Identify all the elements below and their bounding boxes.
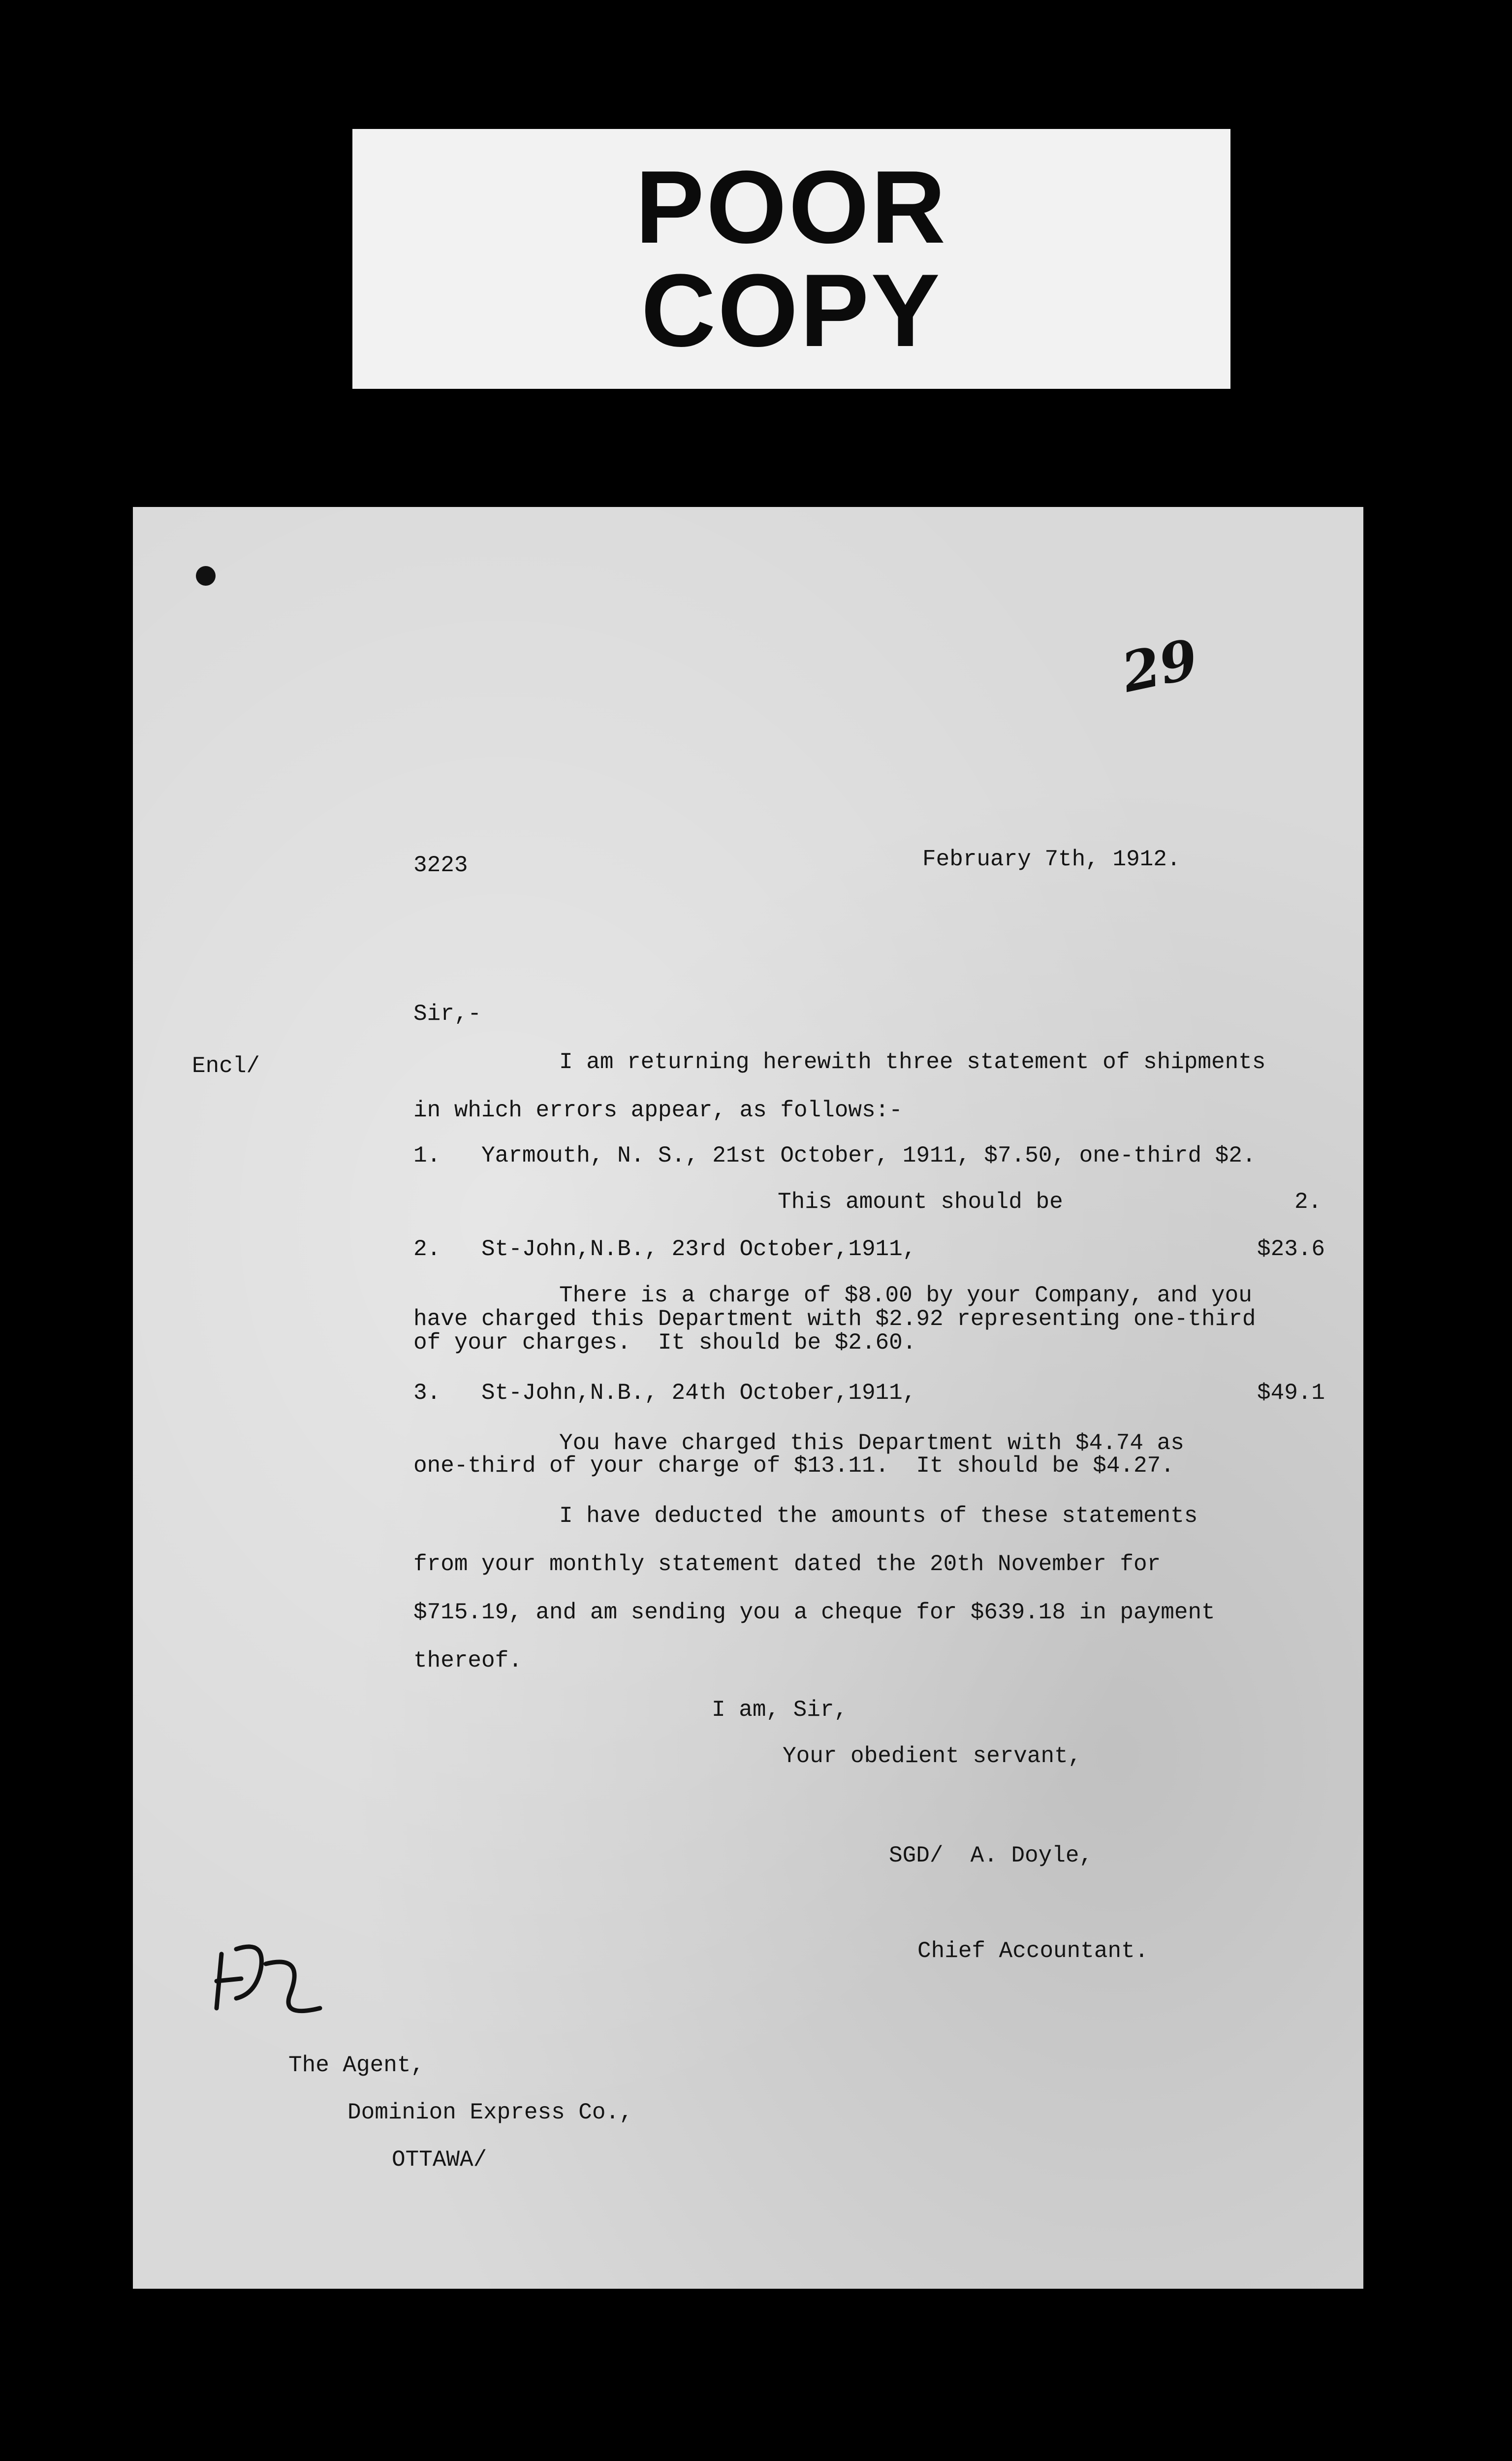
item-2-text-1: There is a charge of $8.00 by your Company, and you (559, 1283, 1252, 1308)
item-3: 3. St-John,N.B., 24th October,1911, (413, 1380, 916, 1406)
body-line-3: $715.19, and am sending you a cheque for $639.18 in payment (413, 1600, 1215, 1625)
poor-copy-label (352, 129, 1230, 389)
body-line-2: from your monthly statement dated the 20th November for (413, 1551, 1161, 1577)
punch-hole (196, 566, 216, 586)
poor-copy-line2: COPY (641, 252, 942, 368)
poor-copy-line1: POOR (635, 149, 948, 265)
enclosure-note: Encl/ (192, 1053, 260, 1079)
handwritten-file-mark: 29 (1116, 627, 1203, 705)
item-2-text-3: of your charges. It should be $2.60. (413, 1330, 916, 1356)
item-2: 2. St-John,N.B., 23rd October,1911, (413, 1236, 916, 1262)
handwritten-initials (207, 1934, 340, 2028)
item-2-amount: $23.6 (1257, 1236, 1325, 1262)
intro-line-1: I am returning herewith three statement of shipments (559, 1049, 1266, 1075)
body-line-4: thereof. (413, 1648, 522, 1673)
letter-date: February 7th, 1912. (922, 847, 1181, 872)
intro-line-2: in which errors appear, as follows:- (413, 1098, 903, 1123)
item-1-note: This amount should be (778, 1189, 1063, 1215)
item-1: 1. Yarmouth, N. S., 21st October, 1911, $7.50, one-third $2. (413, 1143, 1256, 1168)
addressee-line-2: Dominion Express Co., (347, 2100, 633, 2125)
item-3-text-1: You have charged this Department with $4.74 as (559, 1430, 1184, 1456)
addressee-line-1: The Agent, (288, 2052, 425, 2078)
salutation: Sir,- (413, 1001, 482, 1027)
file-number: 3223 (413, 852, 468, 878)
signer-title: Chief Accountant. (917, 1938, 1149, 1964)
closing-1: I am, Sir, (712, 1697, 848, 1723)
signature-line: SGD/ A. Doyle, (889, 1843, 1093, 1868)
item-1-value: 2. (1294, 1189, 1322, 1215)
item-2-text-2: have charged this Department with $2.92 representing one-third (413, 1306, 1256, 1332)
closing-2: Your obedient servant, (783, 1743, 1082, 1769)
item-3-text-2: one-third of your charge of $13.11. It should be $4.27. (413, 1453, 1174, 1479)
addressee-line-3: OTTAWA/ (392, 2147, 487, 2173)
letter-page (133, 507, 1363, 2289)
item-3-amount: $49.1 (1257, 1380, 1325, 1406)
body-line-1: I have deducted the amounts of these statements (559, 1503, 1198, 1529)
